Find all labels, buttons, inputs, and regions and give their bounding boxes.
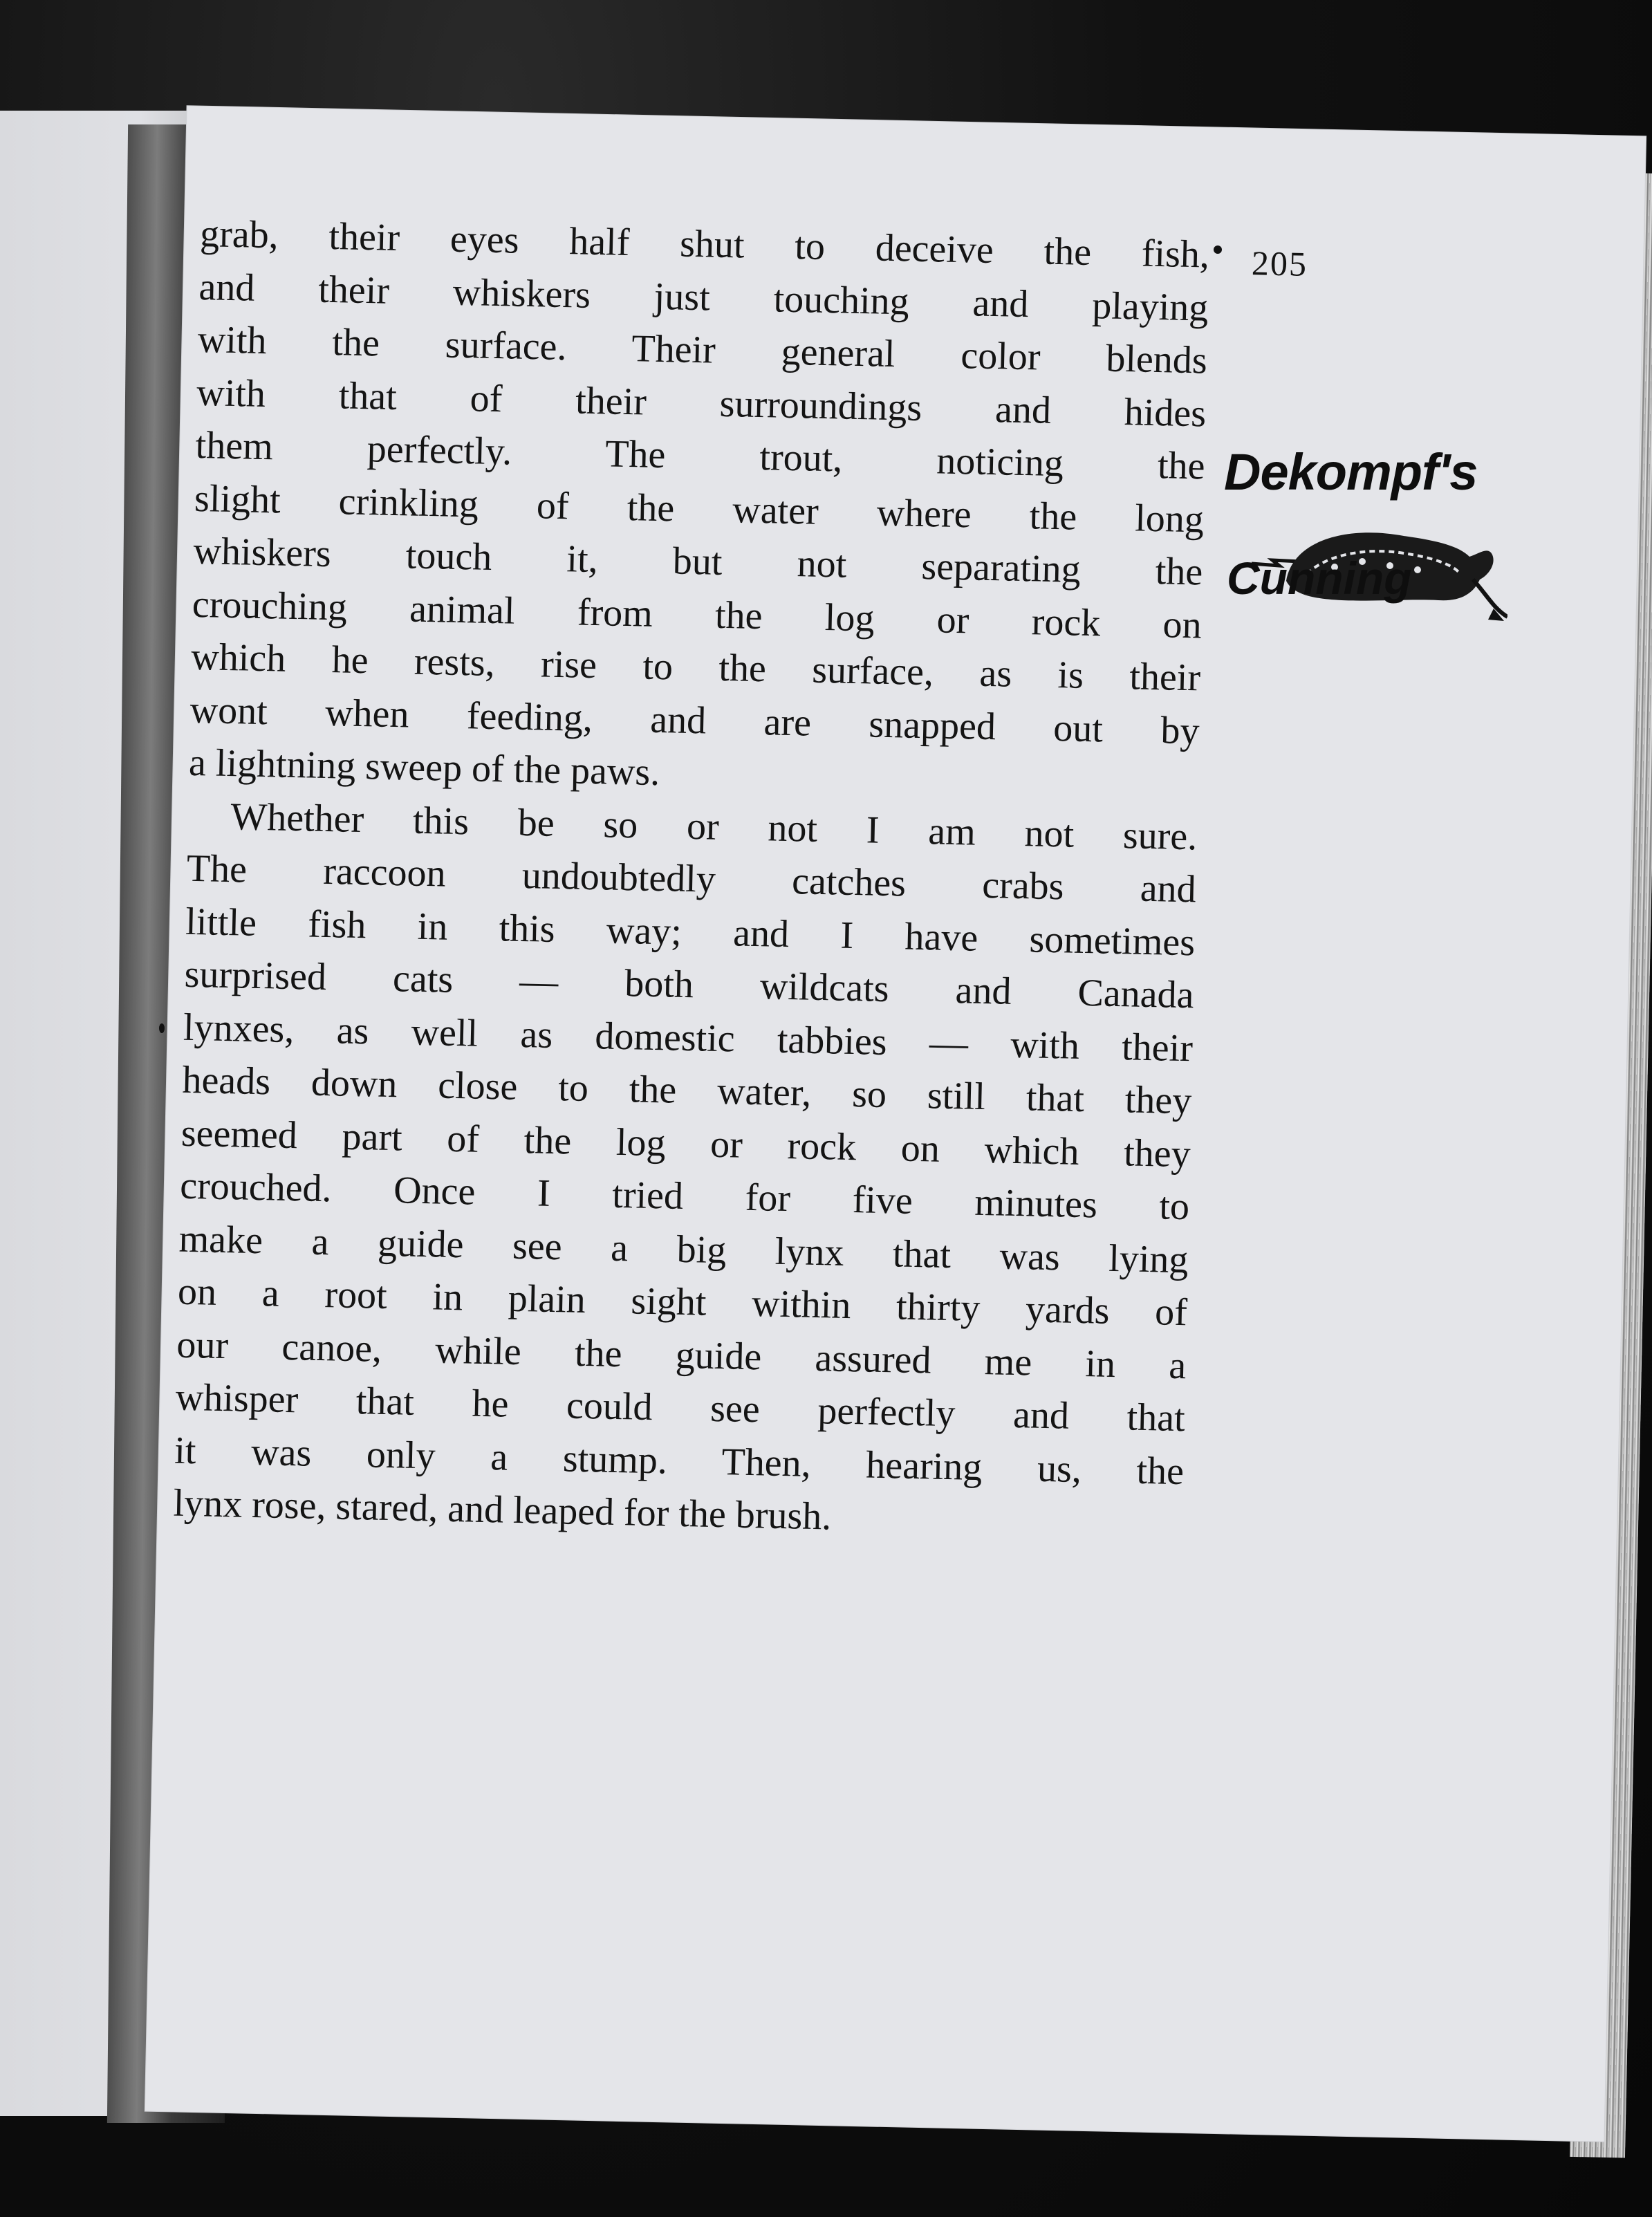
text-line: which he rests, rise to the surface, as is their	[190, 635, 1201, 700]
text-line: seemed part of the log or rock on which they	[180, 1111, 1191, 1176]
text-line: Whether this be so or not I am not sure.	[230, 795, 1198, 858]
body-text	[173, 207, 1210, 1551]
text-line: The raccoon undoubtedly catches crabs and	[186, 846, 1197, 911]
scan-speck	[1214, 245, 1222, 254]
text-line: crouching animal from the log or rock on	[192, 582, 1203, 647]
text-line: them perfectly. The trout, noticing the	[195, 423, 1206, 488]
text-line: our canoe, while the guide assured me in a	[176, 1323, 1187, 1387]
text-line: with the surface. Their general color blends	[197, 317, 1208, 382]
text-line: surprised cats — both wildcats and Canada	[184, 952, 1195, 1017]
text-line: crouched. Once I tried for five minutes to	[179, 1164, 1190, 1229]
scan-speck	[159, 1023, 165, 1033]
text-line: little fish in this way; and I have sometimes	[185, 900, 1196, 964]
text-line: whiskers touch it, but not separating the	[192, 529, 1203, 594]
stamp-top-text: Dekompf's	[1224, 443, 1478, 501]
text-line: whisper that he could see perfectly and that	[175, 1375, 1186, 1440]
text-line: a lightning sweep of the paws.	[188, 741, 660, 795]
text-line: it was only a stump. Then, hearing us, the	[174, 1429, 1185, 1493]
text-line: on a root in plain sight within thirty yards of	[177, 1270, 1188, 1335]
text-line: make a guide see a big lynx that was lying	[178, 1217, 1189, 1281]
stamp-bottom-text: Cunning	[1227, 553, 1412, 604]
library-stamp	[1224, 443, 1514, 643]
text-line: heads down close to the water, so still that they	[181, 1058, 1192, 1123]
page-number: 205	[1251, 243, 1308, 284]
text-line: and their whiskers just touching and playing	[198, 265, 1209, 330]
text-line: grab, their eyes half shut to deceive the fish,	[199, 212, 1210, 277]
text-line: with that of their surroundings and hides	[196, 371, 1207, 436]
text-line: wont when feeding, and are snapped out by	[189, 688, 1200, 752]
text-line: slight crinkling of the water where the long	[194, 476, 1205, 541]
text-line: lynx rose, stared, and leaped for the brush.	[173, 1481, 832, 1539]
text-line: lynxes, as well as domestic tabbies — with their	[183, 1005, 1194, 1070]
